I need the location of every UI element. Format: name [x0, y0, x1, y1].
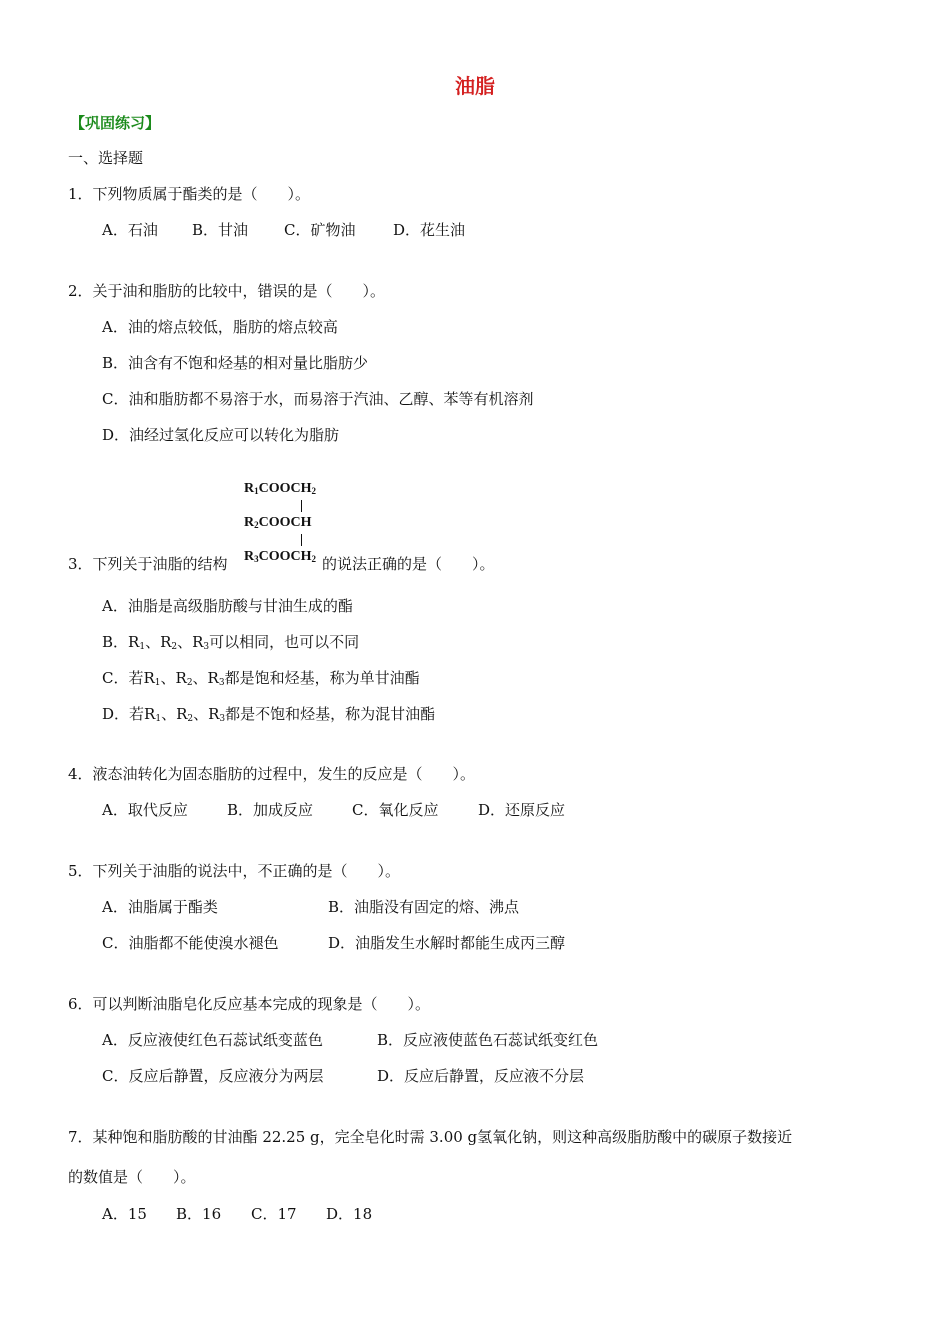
question-2-option-c[interactable]: C．油和脂肪都不易溶于水，而易溶于汽油、乙醇、苯等有机溶剂: [102, 390, 534, 408]
question-3-stem-after: 的说法正确的是（ ）。: [322, 555, 495, 573]
question-4-option-b[interactable]: B．加成反应: [227, 801, 314, 819]
question-2-option-a[interactable]: A．油的熔点较低，脂肪的熔点较高: [102, 318, 338, 336]
formula-row-3: $R_3COOCH_2$: [244, 549, 317, 564]
formula-row-1: $R_1COOCH_2$: [244, 481, 317, 496]
question-4-stem: 4．液态油转化为固态脂肪的过程中，发生的反应是（ ）。: [68, 765, 476, 783]
page-title: 油脂: [455, 74, 495, 98]
question-3-stem-before: 3．下列关于油脂的结构: [68, 555, 228, 573]
question-3-option-d[interactable]: D．若$R_1$、$R_2$、$R_3$都是不饱和烃基，称为混甘油酯: [102, 705, 436, 724]
question-1-option-b[interactable]: B．甘油: [192, 221, 249, 239]
question-1-stem: 1．下列物质属于酯类的是（ ）。: [68, 185, 311, 203]
question-5-option-a[interactable]: A．油脂属于酯类: [102, 898, 218, 916]
question-4-option-d[interactable]: D．还原反应: [478, 801, 566, 819]
question-5-option-c[interactable]: C．油脂都不能使溴水褪色: [102, 934, 279, 952]
question-7-stem-line-1: 7．某种饱和脂肪酸的甘油酯 22.25 g，完全皂化时需 3.00 g氢氧化钠，则这种高级脂肪酸中的碳原子数接近: [68, 1128, 793, 1146]
question-2-stem: 2．关于油和脂肪的比较中，错误的是（ ）。: [68, 282, 386, 300]
section-tag: 【巩固练习】: [70, 114, 161, 132]
question-1-option-c[interactable]: C．矿物油: [284, 221, 356, 239]
question-5-option-b[interactable]: B．油脂没有固定的熔、沸点: [328, 898, 520, 916]
question-2-option-d[interactable]: D．油经过氢化反应可以转化为脂肪: [102, 426, 340, 444]
question-6-option-b[interactable]: B．反应液使蓝色石蕊试纸变红色: [377, 1031, 599, 1049]
question-2-option-b[interactable]: B．油含有不饱和烃基的相对量比脂肪少: [102, 354, 369, 372]
formula-bond-1: [301, 500, 302, 512]
question-5-stem: 5．下列关于油脂的说法中，不正确的是（ ）。: [68, 862, 401, 880]
question-7-option-b[interactable]: B．16: [176, 1205, 222, 1223]
question-4-option-a[interactable]: A．取代反应: [102, 801, 188, 819]
question-7-option-c[interactable]: C．17: [251, 1205, 297, 1223]
question-7-stem-line-2: 的数值是（ ）。: [68, 1168, 196, 1186]
question-3-option-c[interactable]: C．若$R_1$、$R_2$、$R_3$都是饱和烃基，称为单甘油酯: [102, 669, 420, 688]
formula-row-2: $R_2COOCH$: [244, 515, 312, 530]
question-6-option-a[interactable]: A．反应液使红色石蕊试纸变蓝色: [102, 1031, 323, 1049]
question-4-option-c[interactable]: C．氧化反应: [352, 801, 439, 819]
question-5-option-d[interactable]: D．油脂发生水解时都能生成丙三醇: [328, 934, 566, 952]
formula-bond-2: [301, 534, 302, 546]
question-1-option-a[interactable]: A．石油: [102, 221, 158, 239]
question-1-option-d[interactable]: D．花生油: [393, 221, 466, 239]
question-6-option-c[interactable]: C．反应后静置，反应液分为两层: [102, 1067, 324, 1085]
question-7-option-d[interactable]: D．18: [326, 1205, 373, 1223]
question-7-option-a[interactable]: A．15: [102, 1205, 147, 1223]
question-6-option-d[interactable]: D．反应后静置，反应液不分层: [377, 1067, 585, 1085]
question-6-stem: 6．可以判断油脂皂化反应基本完成的现象是（ ）。: [68, 995, 431, 1013]
question-3-option-b[interactable]: B．$R_1$、$R_2$、$R_3$可以相同，也可以不同: [102, 633, 360, 652]
section-heading: 一、选择题: [68, 149, 144, 167]
question-3-option-a[interactable]: A．油脂是高级脂肪酸与甘油生成的酯: [102, 597, 353, 615]
